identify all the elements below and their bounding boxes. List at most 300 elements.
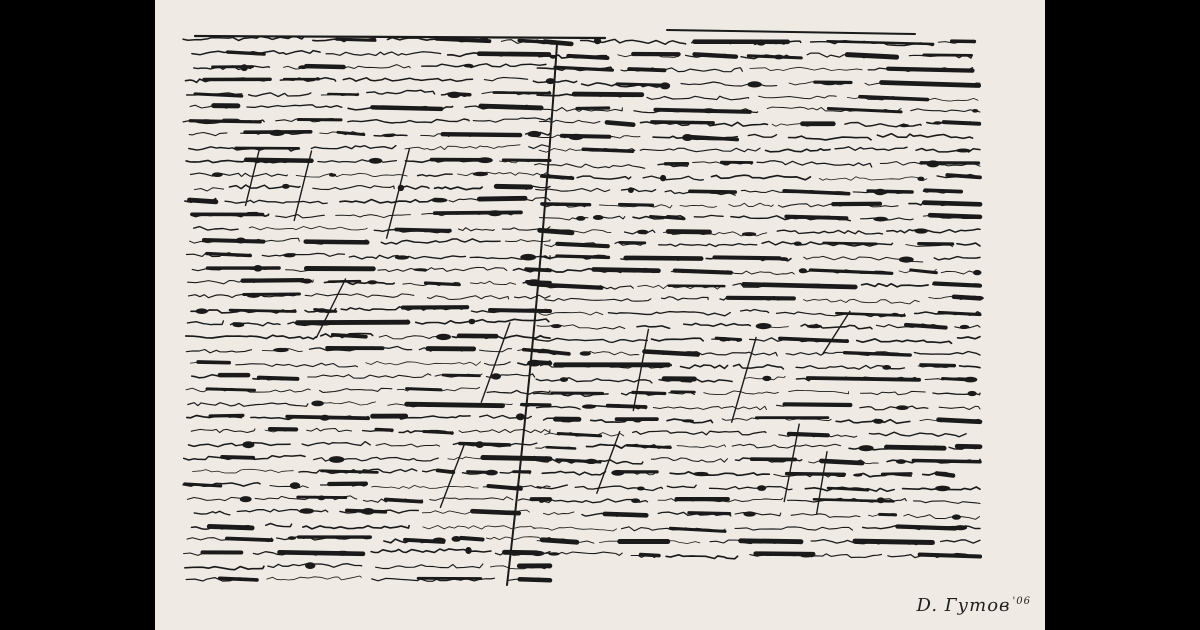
handwriting-stroke: [608, 312, 730, 316]
handwriting-stroke: [186, 350, 251, 353]
strike-through: [190, 200, 216, 202]
handwriting-stroke: [315, 402, 375, 405]
ink-blot: [246, 293, 260, 298]
ink-blot: [968, 391, 977, 396]
handwriting-stroke: [376, 564, 483, 569]
ink-blot: [585, 459, 597, 464]
strike-through: [652, 122, 713, 123]
ink-blot: [273, 348, 289, 352]
handwriting-stroke: [712, 175, 811, 180]
handwriting-stroke: [789, 136, 872, 140]
handwriting-stroke: [804, 299, 920, 304]
right-manuscript-page: [533, 30, 984, 559]
ink-blot: [335, 551, 350, 556]
ink-blot: [719, 337, 728, 342]
ink-blot: [821, 81, 837, 85]
handwriting-stroke: [862, 284, 929, 287]
ink-blot: [593, 215, 604, 220]
ink-blot: [491, 373, 501, 379]
ink-blot: [933, 121, 942, 124]
ink-blot: [452, 536, 462, 542]
ink-blot: [269, 130, 284, 136]
handwriting-stroke: [458, 172, 550, 176]
handwriting-stroke: [307, 428, 352, 431]
ink-blot: [757, 485, 766, 491]
strike-through: [333, 335, 366, 337]
strike-through: [930, 215, 980, 217]
ink-blot: [853, 474, 862, 477]
handwriting-stroke: [191, 429, 255, 433]
ink-blot: [414, 268, 428, 271]
strike-through: [882, 474, 911, 475]
handwriting-stroke: [435, 187, 483, 190]
strike-through: [920, 555, 980, 557]
handwriting-stroke: [734, 364, 784, 369]
ink-blot: [240, 496, 252, 502]
handwriting-stroke: [741, 310, 769, 313]
handwriting-stroke: [193, 469, 294, 473]
handwriting-stroke: [835, 147, 907, 151]
handwriting-stroke: [677, 445, 726, 448]
ink-blot: [896, 405, 909, 410]
ink-blot: [580, 351, 591, 356]
handwriting-stroke: [914, 501, 981, 504]
handwriting-stroke: [379, 335, 445, 339]
ink-blot: [485, 470, 498, 476]
ink-blot: [960, 325, 970, 329]
ink-blot: [320, 415, 330, 421]
strike-through: [629, 69, 664, 70]
strike-through: [479, 54, 549, 55]
ink-blot: [283, 253, 296, 257]
handwriting-stroke: [535, 164, 645, 169]
strike-through: [207, 254, 251, 256]
ink-blot: [742, 232, 756, 236]
strike-through: [860, 97, 927, 100]
strike-through: [925, 190, 961, 191]
strike-through: [204, 240, 263, 242]
ink-blot: [899, 257, 914, 263]
handwriting-stroke: [427, 296, 508, 300]
handwriting-stroke: [470, 256, 550, 259]
handwriting-stroke: [536, 378, 652, 383]
strike-through: [845, 353, 911, 355]
handwriting-stroke: [188, 403, 308, 407]
strike-through: [913, 461, 980, 462]
ink-blot: [607, 122, 620, 125]
ink-blot: [241, 64, 248, 71]
ink-blot: [362, 508, 375, 515]
handwriting-stroke: [750, 67, 862, 70]
strike-through: [897, 527, 955, 529]
handwriting-stroke: [302, 442, 370, 446]
ink-blot: [743, 511, 755, 516]
strike-through: [810, 270, 891, 273]
ink-blot: [488, 210, 503, 216]
ink-blot: [799, 268, 807, 273]
strike-through: [924, 203, 980, 205]
handwriting-stroke: [710, 487, 793, 490]
handwriting-stroke: [732, 444, 841, 448]
strike-through: [911, 270, 937, 273]
handwriting-stroke: [303, 526, 409, 529]
handwriting-stroke: [911, 109, 980, 112]
handwriting-stroke: [836, 419, 910, 423]
handwriting-stroke: [666, 555, 738, 559]
correction-mark: [732, 338, 756, 423]
handwriting-stroke: [789, 390, 849, 394]
handwriting-stroke: [684, 323, 751, 326]
strike-through: [503, 160, 550, 161]
ink-blot: [972, 109, 978, 113]
handwriting-stroke: [266, 524, 292, 527]
ink-blot: [382, 134, 395, 137]
ink-blot: [282, 184, 290, 189]
strike-through: [786, 217, 846, 219]
strike-through: [338, 132, 364, 134]
ink-blot: [212, 172, 223, 177]
ink-blot: [807, 325, 822, 329]
ink-blot: [290, 482, 300, 489]
strike-through: [460, 444, 510, 445]
handwriting-stroke: [194, 188, 223, 191]
strike-through: [227, 539, 272, 541]
handwriting-stroke: [539, 120, 600, 123]
ink-blot: [611, 470, 624, 476]
strike-through: [407, 389, 441, 390]
ink-blot: [576, 216, 585, 221]
handwriting-stroke: [681, 82, 777, 86]
handwriting-stroke: [537, 325, 625, 330]
handwriting-stroke: [237, 509, 327, 512]
strike-through: [337, 39, 375, 40]
strike-through: [443, 375, 479, 376]
ink-blot: [722, 161, 730, 165]
ink-blot: [311, 401, 324, 407]
handwriting-stroke: [537, 407, 581, 410]
strike-through: [568, 56, 607, 58]
ink-blot: [777, 459, 786, 462]
strike-through: [627, 445, 671, 447]
strike-through: [520, 579, 550, 580]
ink-blot: [859, 445, 874, 451]
strike-through: [424, 432, 453, 434]
strike-through: [243, 280, 303, 281]
ink-blot: [300, 508, 314, 514]
ink-blot: [539, 497, 545, 503]
ink-blot: [896, 459, 906, 464]
handwriting-stroke: [662, 297, 709, 300]
ink-blot: [660, 82, 670, 89]
ink-blot: [800, 553, 813, 558]
handwriting-stroke: [819, 177, 927, 181]
strike-through: [605, 514, 647, 515]
strike-through: [906, 325, 946, 328]
handwriting-stroke: [225, 200, 327, 203]
signature-name: D. Гутов: [916, 595, 1011, 616]
handwriting-stroke: [643, 176, 703, 180]
handwriting-stroke: [262, 253, 344, 256]
handwriting-stroke: [916, 149, 980, 153]
strike-through: [461, 538, 482, 540]
handwriting-stroke: [543, 512, 574, 515]
handwriting-stroke: [877, 134, 972, 139]
handwriting-stroke: [533, 527, 617, 531]
strike-through: [557, 244, 608, 246]
ink-blot: [318, 496, 326, 501]
handwriting-stroke: [681, 365, 728, 369]
ink-blot: [329, 456, 345, 463]
ink-blot: [882, 365, 891, 370]
handwriting-stroke: [459, 429, 550, 432]
ink-blot: [954, 525, 967, 530]
ink-blot: [465, 547, 471, 554]
handwriting-stroke: [748, 134, 776, 137]
strike-through: [668, 232, 709, 233]
ink-blot: [703, 108, 716, 113]
ink-blot: [316, 308, 327, 312]
ink-blot: [432, 538, 446, 544]
handwriting-stroke: [276, 215, 325, 218]
strike-through: [472, 511, 518, 513]
ink-blot: [242, 441, 254, 448]
handwriting-stroke: [186, 335, 316, 339]
ink-blot: [682, 419, 694, 422]
handwriting-stroke: [939, 406, 980, 409]
handwriting-stroke: [960, 366, 980, 368]
top-rule-line: [667, 30, 915, 34]
handwriting-stroke: [189, 133, 227, 136]
strike-through: [641, 555, 659, 556]
ink-blot: [660, 175, 666, 181]
ink-blot: [756, 39, 766, 45]
strike-through: [880, 514, 896, 515]
strike-through: [547, 447, 575, 448]
strike-through: [689, 513, 730, 514]
left-manuscript-page: [183, 36, 605, 581]
handwriting-stroke: [484, 77, 527, 80]
handwriting-stroke: [270, 486, 308, 488]
ink-blot: [448, 92, 461, 98]
strike-through: [690, 191, 735, 192]
ink-blot: [582, 404, 596, 408]
ink-blot: [964, 377, 978, 383]
strike-through: [847, 55, 896, 58]
handwriting-stroke: [485, 362, 511, 365]
ink-blot: [952, 514, 961, 519]
strike-through: [620, 242, 645, 243]
handwriting-stroke: [418, 174, 453, 176]
ink-blot: [637, 487, 645, 491]
handwriting-stroke: [340, 199, 440, 203]
ink-blot: [927, 160, 940, 167]
handwriting-stroke: [542, 471, 605, 475]
handwriting-stroke: [416, 319, 549, 324]
ink-blot: [915, 228, 928, 233]
strike-through: [483, 458, 550, 459]
handwriting-stroke: [957, 243, 980, 246]
ink-blot: [551, 324, 562, 328]
strike-through: [626, 258, 702, 259]
ink-blot: [288, 536, 296, 540]
handwriting-stroke: [914, 352, 980, 356]
handwriting-stroke: [378, 267, 507, 271]
ink-blot: [756, 323, 772, 329]
ink-blot: [873, 419, 883, 424]
handwriting-stroke: [857, 339, 952, 343]
handwriting-stroke: [191, 173, 288, 176]
handwriting-stroke: [308, 374, 431, 378]
handwriting-stroke: [735, 527, 852, 530]
correction-mark: [317, 279, 346, 337]
handwriting-stroke: [577, 176, 631, 179]
handwriting-stroke: [537, 485, 567, 489]
ink-blot: [369, 158, 383, 164]
handwriting-stroke: [791, 514, 860, 518]
ink-blot: [831, 191, 847, 195]
handwriting-stroke: [318, 159, 397, 162]
strike-through: [557, 256, 609, 257]
ink-blot: [558, 539, 565, 543]
strike-through: [728, 298, 794, 299]
ink-blot: [516, 413, 525, 420]
strike-through: [808, 378, 919, 380]
handwriting-stroke: [405, 145, 520, 150]
ink-blot: [568, 134, 583, 140]
strike-through: [937, 473, 953, 475]
handwriting-stroke: [326, 52, 441, 56]
ink-blot: [253, 265, 262, 272]
ink-blot: [973, 296, 984, 300]
handwriting-stroke: [651, 458, 727, 463]
strike-through: [306, 66, 343, 67]
ink-blot: [873, 217, 887, 222]
correction-mark: [387, 149, 410, 238]
strike-through: [787, 474, 845, 475]
ink-blot: [778, 257, 788, 261]
handwriting-stroke: [729, 203, 774, 206]
strike-through: [785, 404, 851, 405]
ink-blot: [464, 64, 474, 68]
handwriting-stroke: [194, 227, 238, 231]
strike-through: [939, 420, 981, 422]
signature-year: '06: [1012, 596, 1031, 607]
ink-blot: [477, 157, 493, 163]
strike-through: [437, 39, 490, 41]
handwriting-stroke: [622, 189, 656, 192]
handwriting-stroke: [766, 149, 831, 152]
strike-through: [855, 541, 932, 542]
strike-through: [198, 362, 229, 363]
ink-blot: [196, 308, 208, 314]
ink-blot: [520, 254, 536, 261]
strike-through: [947, 175, 980, 177]
strike-through: [558, 434, 600, 436]
strike-through: [407, 404, 503, 406]
handwriting-stroke: [934, 257, 980, 260]
handwriting-stroke: [459, 228, 495, 231]
strike-through: [540, 230, 572, 233]
strike-through: [496, 186, 530, 187]
correction-mark: [823, 311, 850, 354]
handwriting-stroke: [735, 513, 781, 516]
ink-blot: [395, 255, 409, 259]
handwriting-stroke: [777, 230, 882, 234]
handwriting-stroke: [869, 432, 966, 437]
strike-through: [542, 204, 590, 205]
handwriting-stroke: [505, 240, 550, 242]
ink-blot: [874, 189, 886, 195]
handwriting-stroke: [371, 549, 491, 553]
handwriting-stroke: [860, 406, 928, 410]
ink-blot: [301, 279, 312, 284]
handwriting-stroke: [336, 215, 411, 218]
artist-signature: [917, 595, 1031, 616]
handwriting-stroke: [667, 485, 696, 487]
handwriting-stroke: [473, 118, 550, 122]
handwriting-stroke: [759, 96, 837, 99]
ink-blot: [298, 65, 308, 69]
strike-through: [620, 204, 653, 205]
handwriting-stroke: [653, 406, 766, 409]
handwriting-stroke: [194, 511, 230, 515]
strike-through: [882, 83, 979, 86]
ink-blot: [794, 242, 802, 246]
strike-through: [583, 149, 632, 151]
ink-blot: [528, 131, 542, 137]
handwriting-stroke: [633, 431, 766, 435]
ink-blot: [931, 364, 944, 367]
strike-through: [306, 242, 368, 243]
ink-blot: [527, 360, 541, 367]
strike-through: [207, 389, 255, 390]
handwriting-stroke: [515, 295, 551, 299]
strike-through: [550, 352, 569, 354]
handwriting-stroke: [376, 444, 440, 448]
handwriting-stroke: [958, 337, 980, 339]
strike-through: [824, 243, 877, 244]
strike-through: [322, 471, 378, 473]
strike-through: [888, 69, 972, 71]
strike-through: [490, 310, 550, 311]
strike-through: [821, 461, 862, 463]
handwriting-stroke: [659, 244, 757, 247]
ink-blot: [594, 38, 601, 45]
strike-through: [574, 94, 642, 95]
ink-blot: [475, 441, 484, 448]
strike-through: [230, 310, 295, 311]
handwriting-stroke: [187, 321, 223, 325]
strike-through: [524, 350, 550, 352]
handwriting-stroke: [267, 576, 362, 580]
strike-through: [828, 41, 934, 44]
strike-through: [939, 312, 980, 314]
strike-through: [435, 212, 521, 213]
ink-blot: [436, 334, 451, 340]
ink-blot: [367, 280, 377, 284]
handwriting-stroke: [423, 526, 536, 530]
handwriting-stroke: [861, 391, 926, 394]
handwriting-stroke: [757, 161, 872, 167]
correction-mark: [633, 330, 648, 411]
ink-blot: [199, 119, 213, 123]
ink-blot: [693, 472, 708, 476]
handwriting-stroke: [575, 486, 662, 490]
ink-blot: [747, 81, 761, 87]
handwriting-stroke: [366, 362, 481, 366]
strike-through: [934, 284, 980, 286]
strike-through: [328, 94, 358, 95]
